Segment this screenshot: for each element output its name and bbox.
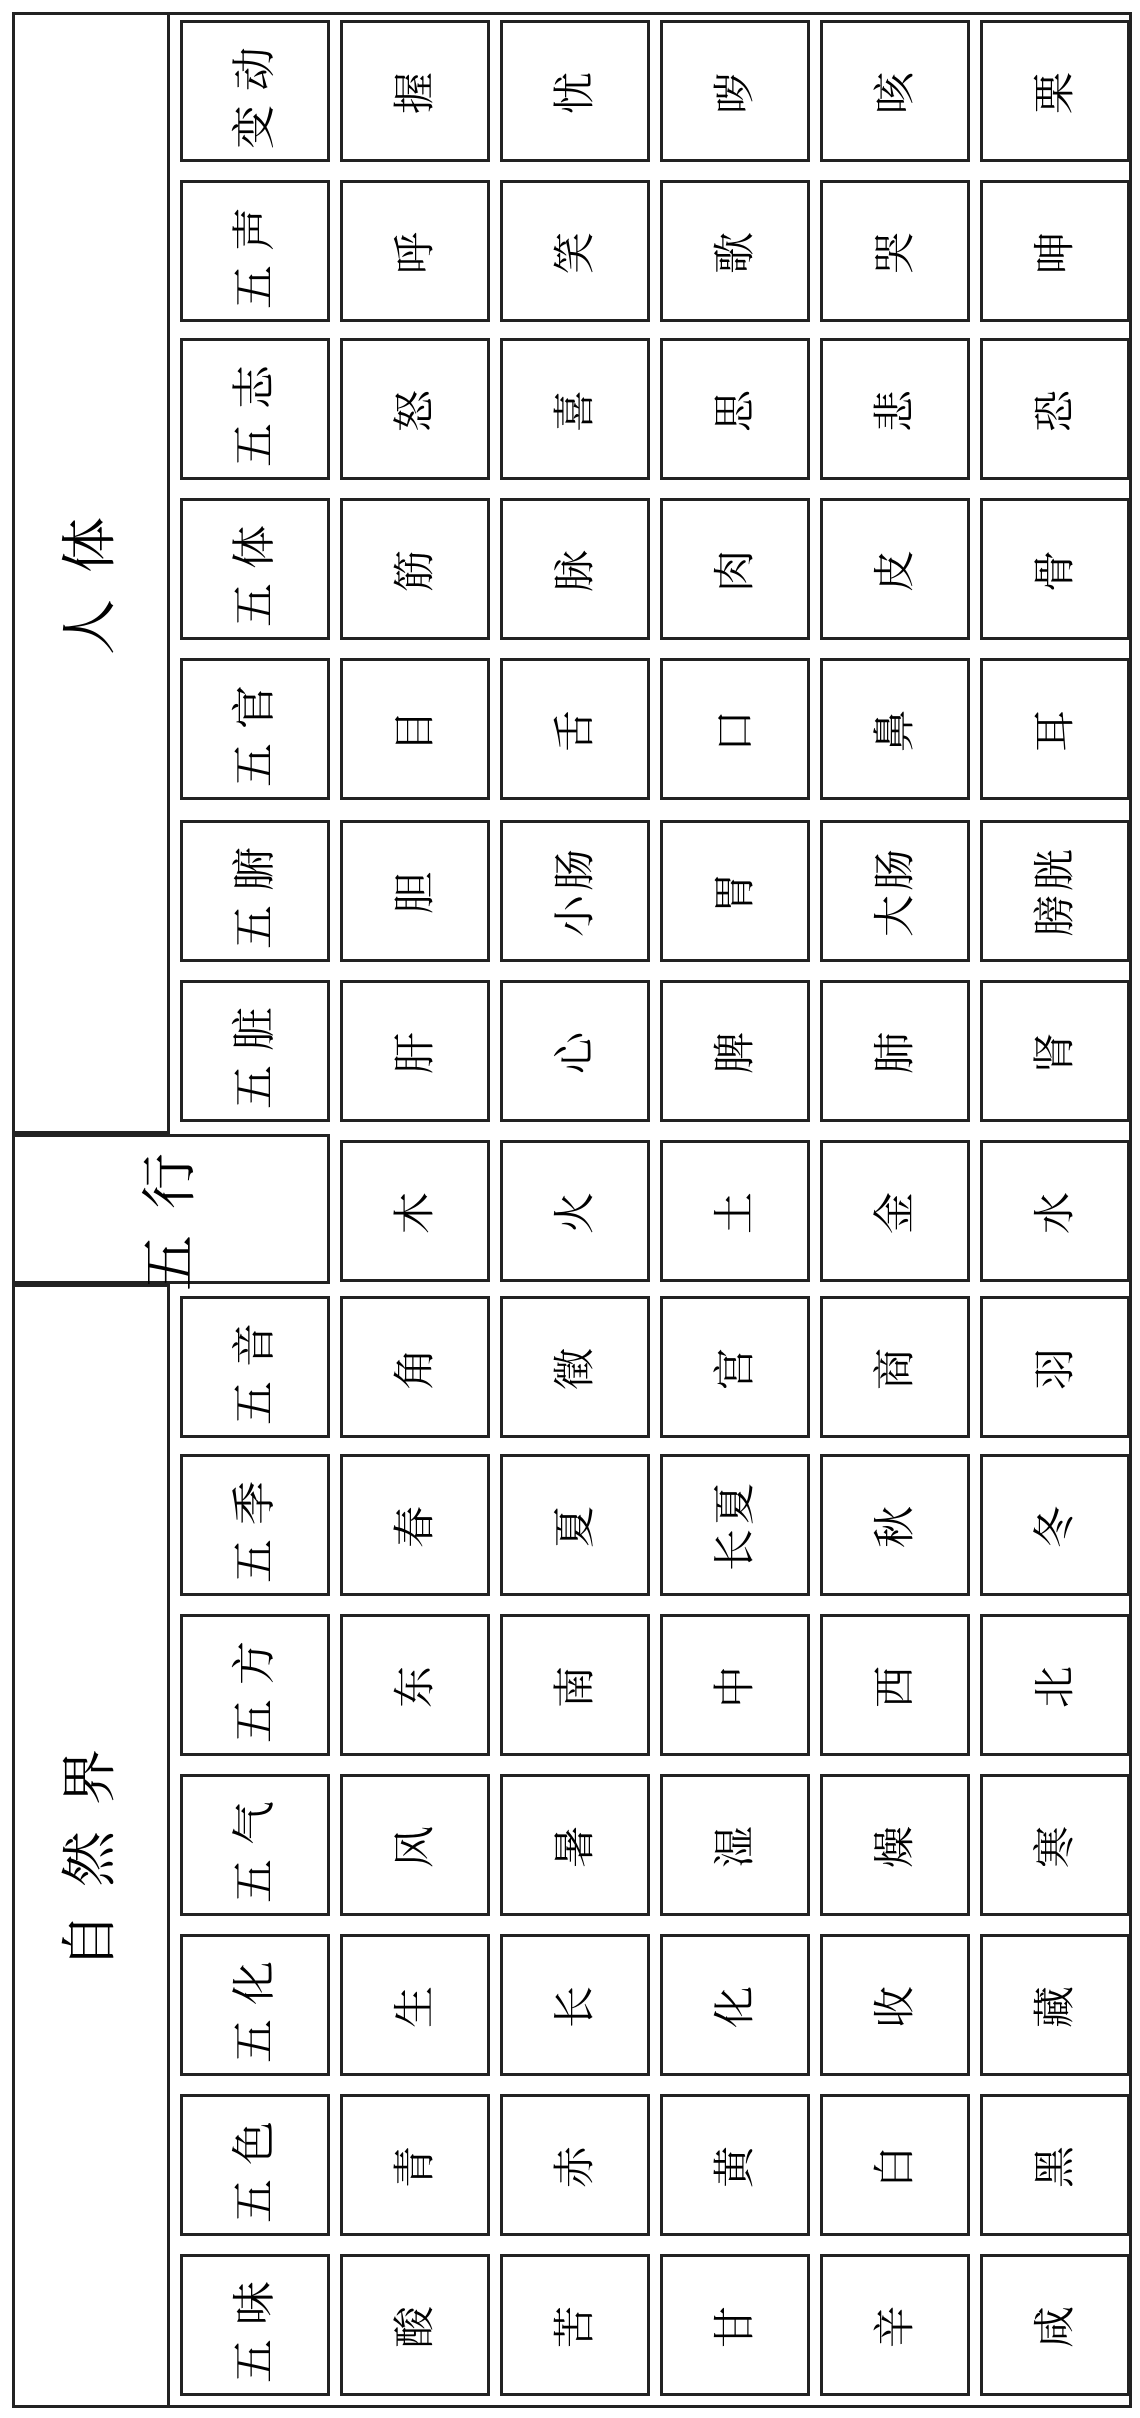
cell-value: 商 <box>870 1343 919 1391</box>
cell-value: 暑 <box>550 1821 599 1869</box>
group-wuxing <box>12 1127 330 1291</box>
table-cell <box>500 2094 650 2236</box>
cell-value: 寒 <box>1030 1821 1079 1869</box>
table-cell <box>500 20 650 162</box>
cell-value: 握 <box>390 67 439 115</box>
cell-value: 生 <box>390 1981 439 2029</box>
table-cell <box>340 20 490 162</box>
cell-value: 收 <box>870 1981 919 2029</box>
cell-value: 心 <box>550 1027 599 1075</box>
table-cell <box>980 2094 1130 2236</box>
cell-value: 呻 <box>1030 227 1079 275</box>
table-cell <box>820 2254 970 2396</box>
table-cell <box>820 338 970 480</box>
cell-value: 耳 <box>1030 705 1079 753</box>
cell-value: 歌 <box>710 227 759 275</box>
table-cell <box>340 1774 490 1916</box>
header-label: 五季 <box>229 1467 280 1583</box>
table-cell <box>660 1614 810 1756</box>
group-renti-label: 人体 <box>58 491 123 655</box>
cell-value: 咸 <box>1030 2301 1079 2349</box>
table-cell <box>820 980 970 1122</box>
cell-value: 甘 <box>710 2301 759 2349</box>
table-cell <box>660 2254 810 2396</box>
header-label: 五化 <box>229 1947 280 2063</box>
table-cell <box>980 1934 1130 2076</box>
table-cell <box>500 1454 650 1596</box>
table-cell <box>660 338 810 480</box>
table-cell <box>500 1296 650 1438</box>
table-cell <box>340 1614 490 1756</box>
table-cell <box>820 820 970 962</box>
cell-value: 冬 <box>1030 1501 1079 1549</box>
cell-value: 小肠 <box>550 844 599 938</box>
table-cell <box>820 498 970 640</box>
header-label: 五声 <box>229 193 280 309</box>
table-cell <box>340 980 490 1122</box>
table-cell <box>340 820 490 962</box>
table-cell <box>660 1296 810 1438</box>
cell-value: 悲 <box>870 385 919 433</box>
table-cell <box>980 20 1130 162</box>
table-cell <box>660 658 810 800</box>
table-cell <box>500 498 650 640</box>
cell-value: 化 <box>710 1981 759 2029</box>
cell-value: 辛 <box>870 2301 919 2349</box>
header-cell <box>180 980 330 1122</box>
table-cell <box>340 2094 490 2236</box>
cell-value: 恐 <box>1030 385 1079 433</box>
cell-value: 火 <box>550 1187 599 1235</box>
header-cell <box>180 338 330 480</box>
header-cell <box>180 20 330 162</box>
table-cell <box>820 1614 970 1756</box>
cell-value: 东 <box>390 1661 439 1709</box>
cell-value: 金 <box>870 1187 919 1235</box>
cell-value: 燥 <box>870 1821 919 1869</box>
table-cell <box>820 1454 970 1596</box>
cell-value: 宫 <box>710 1343 759 1391</box>
table-cell <box>340 180 490 322</box>
table-cell <box>500 180 650 322</box>
header-label: 五体 <box>229 511 280 627</box>
cell-value: 哕 <box>710 67 759 115</box>
table-cell <box>660 1774 810 1916</box>
cell-value: 徵 <box>550 1343 599 1391</box>
table-cell <box>820 1296 970 1438</box>
table-cell <box>980 1774 1130 1916</box>
cell-value: 北 <box>1030 1661 1079 1709</box>
table-cell <box>340 1934 490 2076</box>
header-cell <box>180 180 330 322</box>
header-cell <box>180 498 330 640</box>
cell-value: 西 <box>870 1661 919 1709</box>
table-cell <box>820 658 970 800</box>
cell-value: 鼻 <box>870 705 919 753</box>
cell-value: 黑 <box>1030 2141 1079 2189</box>
table-cell <box>980 820 1130 962</box>
table-cell <box>980 2254 1130 2396</box>
header-label: 变动 <box>229 33 280 149</box>
cell-value: 肉 <box>710 545 759 593</box>
cell-value: 脉 <box>550 545 599 593</box>
header-cell <box>180 1934 330 2076</box>
header-label: 五方 <box>229 1627 280 1743</box>
cell-value: 喜 <box>550 385 599 433</box>
cell-value: 水 <box>1030 1187 1079 1235</box>
cell-value: 夏 <box>550 1501 599 1549</box>
table-cell <box>340 1454 490 1596</box>
cell-value: 胃 <box>710 867 759 915</box>
header-label: 五脏 <box>229 993 280 1109</box>
table-cell <box>500 1614 650 1756</box>
table-cell <box>980 338 1130 480</box>
cell-value: 长夏 <box>710 1478 759 1572</box>
header-label: 五味 <box>229 2267 280 2383</box>
cell-value: 秋 <box>870 1501 919 1549</box>
cell-value: 长 <box>550 1981 599 2029</box>
cell-value: 脾 <box>710 1027 759 1075</box>
table-cell <box>980 180 1130 322</box>
cell-value: 骨 <box>1030 545 1079 593</box>
table-cell <box>500 1934 650 2076</box>
table-cell <box>980 1614 1130 1756</box>
table-cell <box>820 180 970 322</box>
table-cell <box>980 1454 1130 1596</box>
header-label: 五音 <box>229 1309 280 1425</box>
cell-value: 忧 <box>550 67 599 115</box>
table-cell <box>500 1774 650 1916</box>
header-cell <box>180 1454 330 1596</box>
group-ziranjie-label: 自然界 <box>58 1723 123 1969</box>
table-cell <box>500 820 650 962</box>
cell-value: 咳 <box>870 67 919 115</box>
table-cell <box>980 1296 1130 1438</box>
cell-value: 南 <box>550 1661 599 1709</box>
header-label: 五气 <box>229 1787 280 1903</box>
cell-value: 藏 <box>1030 1981 1079 2029</box>
header-cell <box>180 2254 330 2396</box>
cell-value: 怒 <box>390 385 439 433</box>
cell-value: 白 <box>870 2141 919 2189</box>
cell-value: 肝 <box>390 1027 439 1075</box>
table-cell <box>820 1934 970 2076</box>
cell-value: 胆 <box>390 867 439 915</box>
header-cell <box>180 2094 330 2236</box>
table-cell <box>340 338 490 480</box>
cell-value: 风 <box>390 1821 439 1869</box>
table-cell <box>660 20 810 162</box>
table-cell <box>980 980 1130 1122</box>
cell-value: 笑 <box>550 227 599 275</box>
cell-value: 苦 <box>550 2301 599 2349</box>
cell-value: 土 <box>710 1187 759 1235</box>
cell-value: 肺 <box>870 1027 919 1075</box>
header-cell <box>180 820 330 962</box>
group-wuxing-label: 五行 <box>138 1127 203 1291</box>
table-cell <box>340 658 490 800</box>
header-cell <box>180 1296 330 1438</box>
table-cell <box>500 1140 650 1282</box>
table-cell <box>500 658 650 800</box>
table-cell <box>500 2254 650 2396</box>
cell-value: 呼 <box>390 227 439 275</box>
cell-value: 酸 <box>390 2301 439 2349</box>
table-cell <box>340 1296 490 1438</box>
table-cell <box>500 980 650 1122</box>
table-cell <box>660 1934 810 2076</box>
cell-value: 木 <box>390 1187 439 1235</box>
table-cell <box>340 498 490 640</box>
cell-value: 肾 <box>1030 1027 1079 1075</box>
cell-value: 大肠 <box>870 844 919 938</box>
cell-value: 哭 <box>870 227 919 275</box>
cell-value: 目 <box>390 705 439 753</box>
table-cell <box>820 20 970 162</box>
header-label: 五腑 <box>229 833 280 949</box>
header-label: 五色 <box>229 2107 280 2223</box>
cell-value: 皮 <box>870 545 919 593</box>
table-cell <box>660 820 810 962</box>
cell-value: 膀胱 <box>1030 844 1079 938</box>
cell-value: 角 <box>390 1343 439 1391</box>
group-ziranjie <box>12 1284 170 2408</box>
cell-value: 中 <box>710 1661 759 1709</box>
table-cell <box>340 1140 490 1282</box>
table-cell <box>660 1140 810 1282</box>
group-renti <box>12 12 170 1134</box>
cell-value: 筋 <box>390 545 439 593</box>
header-label: 五志 <box>229 351 280 467</box>
table-cell <box>820 1140 970 1282</box>
table-cell <box>660 1454 810 1596</box>
table-cell <box>660 980 810 1122</box>
cell-value: 春 <box>390 1501 439 1549</box>
cell-value: 口 <box>710 705 759 753</box>
header-label: 五官 <box>229 671 280 787</box>
header-cell <box>180 1614 330 1756</box>
table-cell <box>820 1774 970 1916</box>
table-cell <box>820 2094 970 2236</box>
table-cell <box>340 2254 490 2396</box>
cell-value: 黄 <box>710 2141 759 2189</box>
cell-value: 青 <box>390 2141 439 2189</box>
table-cell <box>660 2094 810 2236</box>
table-cell <box>980 1140 1130 1282</box>
cell-value: 思 <box>710 385 759 433</box>
cell-value: 湿 <box>710 1821 759 1869</box>
table-cell <box>980 658 1130 800</box>
table-cell <box>660 180 810 322</box>
cell-value: 羽 <box>1030 1343 1079 1391</box>
cell-value: 赤 <box>550 2141 599 2189</box>
cell-value: 栗 <box>1030 67 1079 115</box>
cell-value: 舌 <box>550 705 599 753</box>
table-cell <box>980 498 1130 640</box>
header-cell <box>180 1774 330 1916</box>
table-cell <box>660 498 810 640</box>
table-cell <box>500 338 650 480</box>
header-cell <box>180 658 330 800</box>
